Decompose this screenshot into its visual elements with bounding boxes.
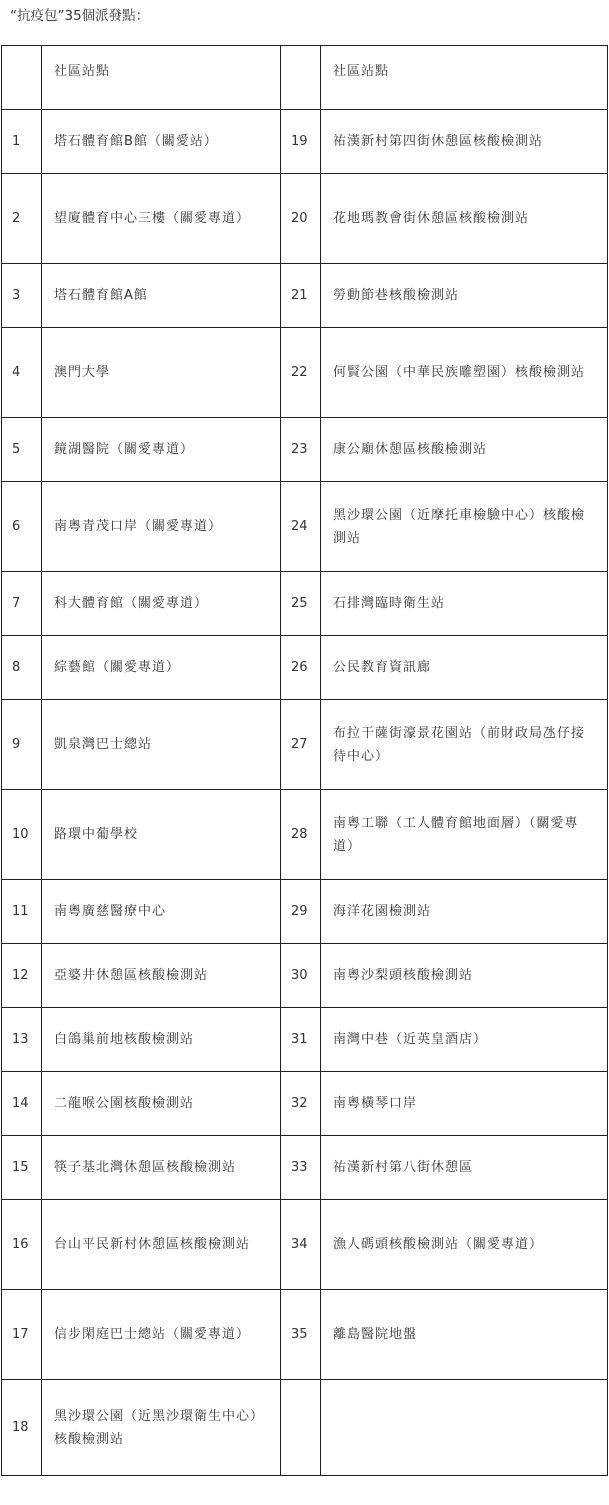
site-name-left: 二龍喉公園核酸檢測站: [42, 1072, 281, 1136]
site-number-left: 4: [2, 328, 42, 418]
table-row: [2, 1290, 608, 1380]
header-number-cell-left: [2, 46, 42, 110]
site-number-right: 20: [281, 174, 321, 264]
site-name-left: 路環中葡學校: [42, 790, 281, 880]
site-name-right: 康公廟休憩區核酸檢測站: [321, 418, 608, 482]
site-number-left: 9: [2, 700, 42, 790]
site-number-left: 1: [2, 110, 42, 174]
table-row: [2, 264, 608, 328]
site-name-right: 海洋花園檢測站: [321, 880, 608, 944]
table-row: [2, 880, 608, 944]
site-number-left: 11: [2, 880, 42, 944]
site-name-left: 塔石體育館A館: [42, 264, 281, 328]
site-number-left: 13: [2, 1008, 42, 1072]
site-number-left: 16: [2, 1200, 42, 1290]
table-body: [2, 46, 608, 1476]
site-name-right: 布拉干薩街濠景花園站（前財政局氹仔接待中心）: [321, 700, 608, 790]
table-row: [2, 1008, 608, 1072]
site-number-right: 28: [281, 790, 321, 880]
table-header-row: [2, 46, 608, 110]
table-row: [2, 1072, 608, 1136]
site-name-left: 筷子基北灣休憩區核酸檢測站: [42, 1136, 281, 1200]
table-row: [2, 636, 608, 700]
site-name-right: 祐漢新村第八街休憩區: [321, 1136, 608, 1200]
site-name-right: 花地瑪教會街休憩區核酸檢測站: [321, 174, 608, 264]
site-name-left: 凱泉灣巴士總站: [42, 700, 281, 790]
header-site-cell-right: 社區站點: [321, 46, 608, 110]
site-number-right: 32: [281, 1072, 321, 1136]
site-name-left: 塔石體育館B館（關愛站）: [42, 110, 281, 174]
site-name-left: 鏡湖醫院（關愛專道）: [42, 418, 281, 482]
site-name-right: 公民教育資訊廊: [321, 636, 608, 700]
site-number-left: 14: [2, 1072, 42, 1136]
site-name-right: 勞動節巷核酸檢測站: [321, 264, 608, 328]
site-name-right: 祐漢新村第四街休憩區核酸檢測站: [321, 110, 608, 174]
site-number-right: 29: [281, 880, 321, 944]
site-number-right: 35: [281, 1290, 321, 1380]
site-number-left: 15: [2, 1136, 42, 1200]
site-number-right: 26: [281, 636, 321, 700]
site-name-left: 亞婆井休憩區核酸檢測站: [42, 944, 281, 1008]
header-number-cell-right: [281, 46, 321, 110]
site-number-right: 27: [281, 700, 321, 790]
site-name-right: 石排灣臨時衛生站: [321, 572, 608, 636]
table-row: [2, 700, 608, 790]
page-heading: “抗疫包”35個派發點：: [10, 8, 150, 24]
site-number-left: 7: [2, 572, 42, 636]
site-name-left: 南粵青茂口岸（關愛專道）: [42, 482, 281, 572]
site-number-right: 21: [281, 264, 321, 328]
table-row: [2, 418, 608, 482]
site-number-left: 12: [2, 944, 42, 1008]
site-number-left: 8: [2, 636, 42, 700]
site-name-left: 黑沙環公園（近黑沙環衛生中心）核酸檢測站: [42, 1380, 281, 1476]
site-number-right: 34: [281, 1200, 321, 1290]
site-name-right: 漁人碼頭核酸檢測站（關愛專道）: [321, 1200, 608, 1290]
site-number-right: [281, 1380, 321, 1476]
site-name-left: 信步閑庭巴士總站（關愛專道）: [42, 1290, 281, 1380]
site-name-right: 南粵橫琴口岸: [321, 1072, 608, 1136]
site-number-left: 5: [2, 418, 42, 482]
site-number-right: 31: [281, 1008, 321, 1072]
site-name-left: 綜藝館（關愛專道）: [42, 636, 281, 700]
site-number-right: 19: [281, 110, 321, 174]
table-row: [2, 1200, 608, 1290]
table-row: [2, 790, 608, 880]
site-number-left: 18: [2, 1380, 42, 1476]
header-site-cell-left: 社區站點: [42, 46, 281, 110]
site-name-left: 澳門大學: [42, 328, 281, 418]
site-number-left: 2: [2, 174, 42, 264]
site-name-left: 科大體育館（關愛專道）: [42, 572, 281, 636]
site-name-right: 何賢公園（中華民族雕塑園）核酸檢測站: [321, 328, 608, 418]
table-row: [2, 110, 608, 174]
site-number-right: 23: [281, 418, 321, 482]
table-row: [2, 944, 608, 1008]
site-name-right: 南粵沙梨頭核酸檢測站: [321, 944, 608, 1008]
site-name-left: 台山平民新村休憩區核酸檢測站: [42, 1200, 281, 1290]
table-row: [2, 1136, 608, 1200]
site-name-left: 白鴿巢前地核酸檢測站: [42, 1008, 281, 1072]
site-name-right: [321, 1380, 608, 1476]
distribution-sites-table: [1, 45, 608, 1476]
site-number-left: 6: [2, 482, 42, 572]
table-row: [2, 482, 608, 572]
site-number-left: 3: [2, 264, 42, 328]
site-number-left: 17: [2, 1290, 42, 1380]
table-row: [2, 1380, 608, 1476]
site-name-left: 望廈體育中心三樓（關愛專道）: [42, 174, 281, 264]
site-name-left: 南粵廣慈醫療中心: [42, 880, 281, 944]
table-row: [2, 174, 608, 264]
site-number-right: 33: [281, 1136, 321, 1200]
table-row: [2, 572, 608, 636]
site-number-left: 10: [2, 790, 42, 880]
site-number-right: 25: [281, 572, 321, 636]
site-name-right: 南粵工聯（工人體育館地面層）（關愛專道）: [321, 790, 608, 880]
site-number-right: 24: [281, 482, 321, 572]
table-row: [2, 328, 608, 418]
site-number-right: 22: [281, 328, 321, 418]
site-name-right: 離島醫院地盤: [321, 1290, 608, 1380]
site-name-right: 黑沙環公園（近摩托車檢驗中心）核酸檢測站: [321, 482, 608, 572]
site-number-right: 30: [281, 944, 321, 1008]
site-name-right: 南灣中巷（近英皇酒店）: [321, 1008, 608, 1072]
